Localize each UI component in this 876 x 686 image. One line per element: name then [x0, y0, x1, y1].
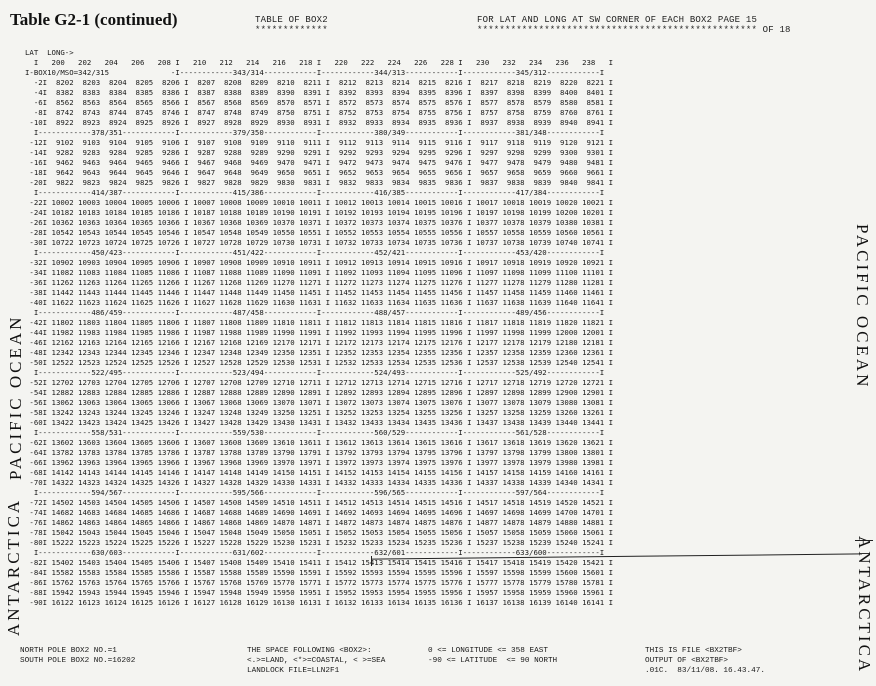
latitude-range: -90 <= LATITUDE <= 90 NORTH [428, 657, 558, 665]
annotation-line [855, 540, 873, 541]
footer-range [428, 646, 557, 666]
legend-title: THE SPACE FOLLOWING <BOX2>: [247, 647, 372, 655]
run-timestamp: .01C. 83/11/08. 16.43.47. [645, 667, 765, 675]
file-name: THIS IS FILE <BX2TBF> [645, 647, 742, 655]
coastline-tick [371, 556, 372, 566]
south-pole-text: SOUTH POLE BOX2 NO.=16202 [20, 657, 136, 665]
footer-left [20, 646, 135, 666]
antarctica-right-label: ANTARCTICA [855, 536, 874, 675]
page-caption: FOR LAT AND LONG AT SW CORNER OF EACH BOX2 PAGE 15 [477, 15, 758, 25]
output-of: OUTPUT OF <BX2TBF> [645, 657, 729, 665]
pacific-ocean-left-label: PACIFIC OCEAN [6, 314, 25, 480]
pacific-ocean-right-label: PACIFIC OCEAN [853, 224, 872, 390]
caption-underline: ************************************************** OF 18 [477, 25, 791, 35]
legend-symbols: <.>=LAND, <*>=COASTAL, < >=SEA [247, 657, 386, 665]
table-tag: Table G2-1 (continued) [10, 10, 178, 29]
footer-right [645, 646, 765, 676]
title-underline: ************* [255, 25, 328, 35]
landlock-file: LANDLOCK FILE=LLN2F1 [247, 667, 340, 675]
longitude-range: 0 <= LONGITUDE <= 358 EAST [428, 647, 548, 655]
north-pole-text: NORTH POLE BOX2 NO.=1 [20, 647, 117, 655]
antarctica-left-label: ANTARCTICA [4, 497, 23, 636]
box2-table: LAT LONG-> I 200 202 204 206 208 I 210 212 214 216 218 I 220 222 224 226 228 I 230 232 234 236 238 I I-BOX10/MSO=342/315 -I------------343/314------------I------------344/313------------I------------345/312------------I -2I 8202 8203 8204 8205 8206 I 8207 8208 8209 8210 8211 I 8212 8213 8214 8215 8216 I 8217 8218 8219 8220 8221 I -4I 8382 8383 8384 8385 8386 I 8387 8388 8389 8390 8391 I 8392 8393 8394 8395 8396 I 8397 8398 8399 8400 8401 I -6I 8562 8563 8564 8565 8566 I 8567 8568 8569 8570 8571 I 8572 8573 8574 8575 8576 I 8577 8578 8579 8580 8581 I -8I 8742 8743 8744 8745 8746 I 8747 8748 8749 8750 8751 I 8752 8753 8754 8755 8756 I 8757 8758 8759 8760 8761 I -10I 8922 8923 8924 8925 8926 I 8927 8928 8929 8930 8931 I 8932 8933 8934 8935 8936 I 8937 8938 8939 8940 8941 I I------------378/351------------I------------379/350------------I------------380/349------------I------------381/348------------I -12I 9102 9103 9104 9105 9106 I 9107 9108 9109 9110 9111 I 9112 9113 9114 9115 9116 I 9117 9118 9119 9120 9121 I -14I 9282 9283 9284 9285 9286 I 9287 9288 9289 9290 9291 I 9292 9293 9294 9295 9296 I 9297 9298 9299 9300 9301 I -16I 9462 9463 9464 9465 9466 I 9467 9468 9469 9470 9471 I 9472 9473 9474 9475 9476 I 9477 9478 9479 9480 9481 I -18I 9642 9643 9644 9645 9646 I 9647 9648 9649 9650 9651 I 9652 9653 9654 9655 9656 I 9657 9658 9659 9660 9661 I -20I 9822 9823 9824 9825 9826 I 9827 9828 9829 9830 9831 I 9832 9833 9834 9835 9836 I 9837 9838 9839 9840 9841 I I------------414/387------------I------------415/386------------I------------416/385------------I------------417/384------------I -22I 10002 10003 10004 10005 10006 I 10007 10008 10009 10010 10011 I 10012 10013 10014 10015 10016 I 10017 10018 10019 10020 10021 I -24I 10182 10183 10184 10185 10186 I 10187 10188 10189 10190 10191 I 10192 10193 10194 10195 10196 I 10197 10198 10199 10200 10201 I -26I 10362 10363 10364 10365 10366 I 10367 10368 10369 10370 10371 I 10372 10373 10374 10375 10376 I 10377 10378 10379 10380 10381 I -28I 10542 10543 10544 10545 10546 I 10547 10548 10549 10550 10551 I 10552 10553 10554 10555 10556 I 10557 10558 10559 10560 10561 I -30I 10722 10723 10724 10725 10726 I 10727 10728 10729 10730 10731 I 10732 10733 10734 10735 10736 I 10737 10738 10739 10740 10741 I I------------450/423------------I------------451/422------------I------------452/421------------I------------453/420------------I -32I 10902 10903 10904 10905 10906 I 10907 10908 10909 10910 10911 I 10912 10913 10914 10915 10916 I 10917 10918 10919 10920 10921 I -34I 11082 11083 11084 11085 11086 I 11087 11088 11089 11090 11091 I 11092 11093 11094 11095 11096 I 11097 11098 11099 11100 11101 I -36I 11262 11263 11264 11265 11266 I 11267 11268 11269 11270 11271 I 11272 11273 11274 11275 11276 I 11277 11278 11279 11280 11281 I -38I 11442 11443 11444 11445 11446 I 11447 11448 11449 11450 11451 I 11452 11453 11454 11455 11456 I 11457 11458 11459 11460 11461 I -40I 11622 11623 11624 11625 11626 I 11627 11628 11629 11630 11631 I 11632 11633 11634 11635 11636 I 11637 11638 11639 11640 11641 I I------------486/459------------I------------487/458------------I------------488/457------------I------------489/456------------I -42I 11802 11803 11804 11805 11806 I 11807 11808 11809 11810 11811 I 11812 11813 11814 11815 11816 I 11817 11818 11819 11820 11821 I -44I 11982 11983 11984 11985 11986 I 11987 11988 11989 11990 11991 I 11992 11993 11994 11995 11996 I 11997 11998 11999 12000 12001 I -46I 12162 12163 12164 12165 12166 I 12167 12168 12169 12170 12171 I 12172 12173 12174 12175 12176 I 12177 12178 12179 12180 12181 I -48I 12342 12343 12344 12345 12346 I 12347 12348 12349 12350 12351 I 12352 12353 12354 12355 12356 I 12357 12358 12359 12360 12361 I -50I 12522 12523 12524 12525 12526 I 12527 12528 12529 12530 12531 I 12532 12533 12534 12535 12536 I 12537 12538 12539 12540 12541 I I------------522/495------------I------------523/494------------I------------524/493------------I------------525/492------------I -52I 12702 12703 12704 12705 12706 I 12707 12708 12709 12710 12711 I 12712 12713 12714 12715 12716 I 12717 12718 12719 12720 12721 I -54I 12882 12883 12884 12885 12886 I 12887 12888 12889 12890 12891 I 12892 12893 12894 12895 12896 I 12897 12898 12899 12900 12901 I -56I 13062 13063 13064 13065 13066 I 13067 13068 13069 13070 13071 I 13072 13073 13074 13075 13076 I 13077 13078 13079 13080 13081 I -58I 13242 13243 13244 13245 13246 I 13247 13248 13249 13250 13251 I 13252 13253 13254 13255 13256 I 13257 13258 13259 13260 13261 I -60I 13422 13423 13424 13425 13426 I 13427 13428 13429 13430 13431 I 13432 13433 13434 13435 13436 I 13437 13438 13439 13440 13441 I I------------558/531------------I------------559/530------------I------------560/529------------I------------561/528------------I -62I 13602 13603 13604 13605 13606 I 13607 13608 13609 13610 13611 I 13612 13613 13614 13615 13616 I 13617 13618 13619 13620 13621 I -64I 13782 13783 13784 13785 13786 I 13787 13788 13789 13790 13791 I 13792 13793 13794 13795 13796 I 13797 13798 13799 13800 13801 I -66I 13962 13963 13964 13965 13966 I 13967 13968 13969 13970 13971 I 13972 13973 13974 13975 13976 I 13977 13978 13979 13980 13981 I -68I 14142 14143 14144 14145 14146 I 14147 14148 14149 14150 14151 I 14152 14153 14154 14155 14156 I 14157 14158 14159 14160 14161 I -70I 14322 14323 14324 14325 14326 I 14327 14328 14329 14330 14331 I 14332 14333 14334 14335 14336 I 14337 14338 14339 14340 14341 I I------------594/567------------I------------595/566------------I------------596/565------------I------------597/564------------I -72I 14502 14503 14504 14505 14506 I 14507 14508 14509 14510 14511 I 14512 14513 14514 14515 14516 I 14517 14518 14519 14520 14521 I -74I 14682 14683 14684 14685 14686 I 14687 14688 14689 14690 14691 I 14692 14693 14694 14695 14696 I 14697 14698 14699 14700 14701 I -76I 14862 14863 14864 14865 14866 I 14867 14868 14869 14870 14871 I 14872 14873 14874 14875 14876 I 14877 14878 14879 14880 14881 I -78I 15042 15043 15044 15045 15046 I 15047 15048 15049 15050 15051 I 15052 15053 15054 15055 15056 I 15057 15058 15059 15060 15061 I -80I 15222 15223 15224 15225 15226 I 15227 15228 15229 15230 15231 I 15232 15233 15234 15235 15236 I 15237 15238 15239 15240 15241 I I------------630/603------------I------------631/602------------I------------632/601------------I------------633/600------------I -82I 15402 15403 15404 15405 15406 I 15407 15408 15409 15410 15411 I 15412 15413 15414 15415 15416 I 15417 15418 15419 15420 15421 I -84I 15582 15583 15584 15585 15586 I 15587 15588 15589 15590 15591 I 15592 15593 15594 15595 15596 I 15597 15598 15599 15600 15601 I -86I 15762 15763 15764 15765 15766 I 15767 15768 15769 15770 15771 I 15772 15773 15774 15775 15776 I 15777 15778 15779 15780 15781 I -88I 15942 15943 15944 15945 15946 I 15947 15948 15949 15950 15951 I 15952 15953 15954 15955 15956 I 15957 15958 15959 15960 15961 I -90I 16122 16123 16124 16125 16126 I 16127 16128 16129 16130 16131 I 16132 16133 16134 16135 16136 I 16137 16138 16139 16140 16141 I [25, 48, 614, 607]
footer-legend [247, 646, 385, 676]
page-title: TABLE OF BOX2 [255, 15, 328, 25]
